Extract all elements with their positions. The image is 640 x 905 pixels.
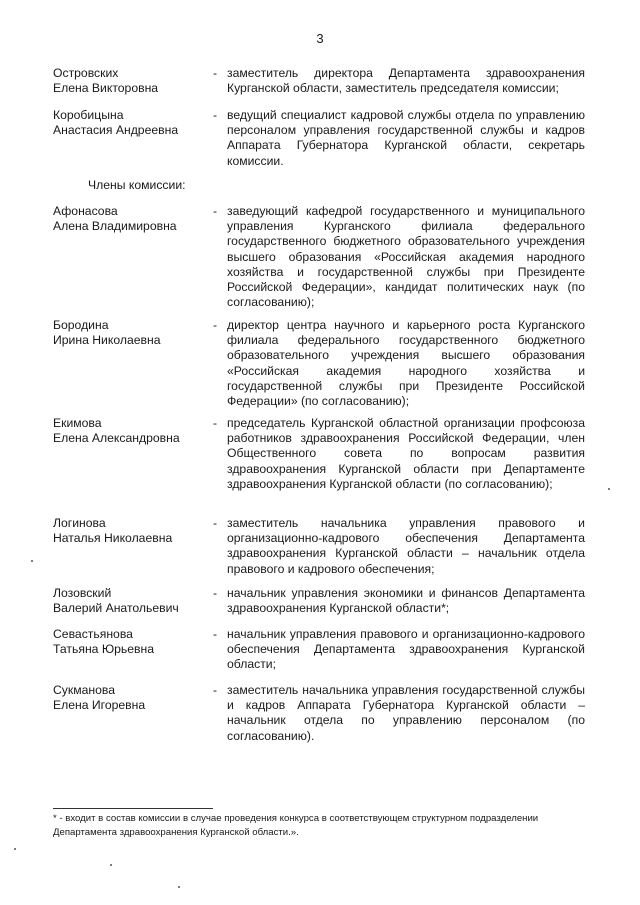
member-name: [53, 586, 208, 616]
member-role: начальник управления правового и организационно-кадрового обеспечения Департамента здравоохранения Курганской области;: [227, 627, 585, 672]
member-name: [53, 66, 208, 96]
scan-speck: [31, 560, 33, 562]
scan-speck: [608, 488, 610, 490]
member-given-name: Валерий Анатольевич: [53, 601, 179, 616]
member-name: [53, 318, 208, 348]
member-given-name: Елена Викторовна: [53, 81, 159, 96]
member-surname: Коробицына: [53, 108, 124, 122]
member-surname: Бородина: [53, 318, 109, 332]
members-heading: Члены комиссии:: [88, 178, 186, 192]
member-surname: Сукманова: [53, 683, 116, 697]
member-surname: Афонасова: [53, 204, 118, 218]
member-name: [53, 416, 208, 446]
member-surname: Лозовский: [53, 586, 112, 600]
scan-speck: [178, 886, 180, 888]
member-name: [53, 204, 208, 234]
entry-dash: -: [213, 516, 218, 530]
entry-dash: -: [213, 683, 218, 697]
member-given-name: Елена Александровна: [53, 431, 180, 446]
scan-speck: [14, 848, 16, 850]
entry-dash: -: [213, 66, 218, 80]
member-surname: Екимова: [53, 416, 102, 430]
member-name: [53, 108, 208, 138]
page-number: 3: [316, 31, 324, 46]
entry-dash: -: [213, 416, 218, 430]
member-role: ведущий специалист кадровой службы отдела по управлению персоналом управления государственной службы и кадров Аппарата Губернатора Курганской области, секретарь комиссии.: [227, 108, 585, 168]
footnote: * - входит в состав комиссии в случае проведения конкурса в соответствующем структурном подразделении Департамента здравоохранения Курганской области.».: [53, 813, 539, 838]
member-name: [53, 683, 208, 713]
member-role: заместитель начальника управления государственной службы и кадров Аппарата Губернатора Курганской области – начальник отдела по управлению персоналом (по согласованию).: [227, 683, 585, 743]
member-name: [53, 627, 208, 657]
member-role: председатель Курганской областной организации профсоюза работников здравоохранения Российской Федерации, член Общественного совета по вопросам развития здравоохранения Курганской области при Департаменте здравоохранения Курганской области (по согласованию);: [227, 416, 585, 491]
member-role: начальник управления экономики и финансов Департамента здравоохранения Курганской области*;: [227, 586, 585, 616]
member-surname: Севастьянова: [53, 627, 133, 641]
member-given-name: Наталья Николаевна: [53, 531, 173, 546]
member-role: заместитель директора Департамента здравоохранения Курганской области, заместитель председателя комиссии;: [227, 66, 585, 96]
member-given-name: Елена Игоревна: [53, 698, 146, 713]
entry-dash: -: [213, 204, 218, 218]
member-role: заведующий кафедрой государственного и муниципального управления Курганского филиала федерального государственного бюджетного образовательного учреждения высшего образования «Российская академия народного хозяйства и государственной службы при Президенте Российской Федерации», кандидат политических наук (по согласованию);: [227, 204, 585, 310]
member-given-name: Анастасия Андреевна: [53, 123, 179, 138]
member-role: директор центра научного и карьерного роста Курганского филиала федерального государственного бюджетного образовательного учреждения высшего образования «Российская академия народного хозяйства и государственной службы при Президенте Российской Федерации» (по согласованию);: [227, 318, 585, 409]
member-role: заместитель начальника управления правового и организационно-кадрового обеспечения Департамента здравоохранения Курганской области – начальник отдела правового и кадрового обеспечения;: [227, 516, 585, 576]
entry-dash: -: [213, 627, 218, 641]
member-given-name: Алена Владимировна: [53, 219, 177, 234]
member-surname: Островских: [53, 66, 119, 80]
member-given-name: Татьяна Юрьевна: [53, 642, 155, 657]
member-given-name: Ирина Николаевна: [53, 333, 161, 348]
member-surname: Логинова: [53, 516, 106, 530]
scan-speck: [110, 864, 112, 866]
entry-dash: -: [213, 586, 218, 600]
entry-dash: -: [213, 318, 218, 332]
entry-dash: -: [213, 108, 218, 122]
member-name: [53, 516, 208, 546]
footnote-divider: [53, 808, 213, 809]
